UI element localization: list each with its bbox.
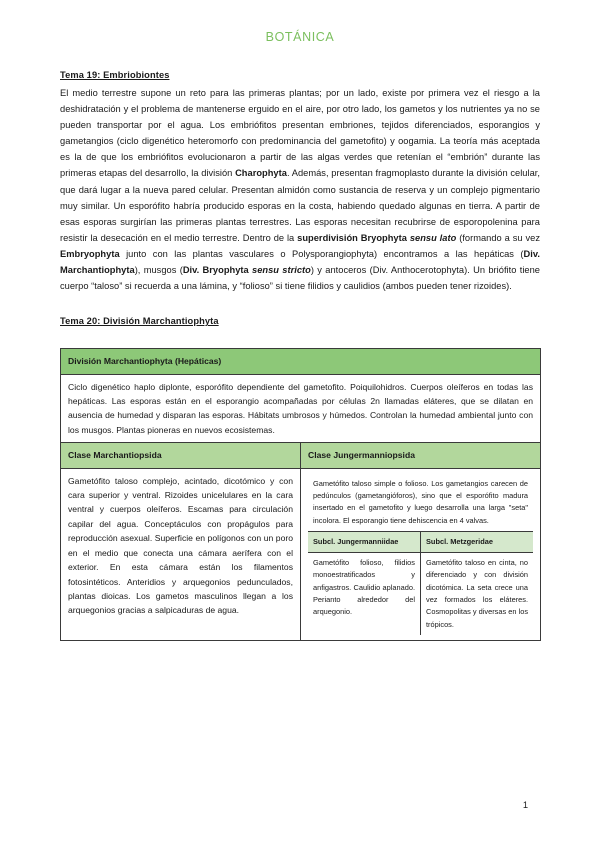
text-run: Embryophyta [60, 248, 120, 259]
text-run: sensu lato [409, 232, 457, 243]
table-row-class-bodies [61, 468, 541, 640]
text-run: . Además, presentan fragmoplasto durante la división celular, que dará lugar a la nueva pared celular. Presentan almidón como sustancia de reserva y un complejo pigmentario muy similar. Un esporófito habría producido esporas en la costa, habiendo quedado algunas en tierra. A partir de esas esporas surgirían las primeras plantas terrestres. Las esporas necesitan recubrirse de esporopolenina para resistir la desecación en el medio terrestre. Dentro de la [60, 168, 540, 243]
section-heading-tema-19: Tema 19: Embriobiontes [60, 70, 170, 80]
table-cell-jungermanniidae-body: Gametófito folioso, filidios monoestratificados y anfigastros. Caulidio aplanado. Perianto alrededor del arquegonio. [308, 553, 421, 635]
table-row-division-intro [61, 374, 541, 443]
jungermanniopsida-subtable [308, 474, 533, 635]
table-header-clase-marchantiopsida: Clase Marchantiopsida [61, 443, 301, 468]
table-header-subcl-jungermanniidae: Subcl. Jungermanniidae [308, 531, 421, 552]
table-header-subcl-metzgeridae: Subcl. Metzgeridae [421, 531, 534, 552]
text-run: ), musgos ( [134, 265, 183, 276]
marchantiophyta-table [60, 348, 541, 641]
text-run: junto con las plantas vasculares o Polysporangiophyta) encontramos a las hepáticas ( [119, 248, 524, 259]
table-cell-marchantiopsida-body: Gametófito taloso complejo, acintado, dicotómico y con cara superior y ventral. Rizoides unicelulares en la cara ventral y cuerpos oleíferos. Escamas para circulación capilar del agua. Conceptáculos con propágulos para reproducción asexual. Superficie en polígonos con un poro en el medio que conecta una cámara aerífera con el exterior. En esta cámara están los filamentos fotosintéticos. Anteridios y arquegonios pedunculados, plantas dioicas. Los gametos masculinos llegan a los arquegonios gracias a salpicaduras de agua. [61, 468, 301, 640]
document-title: BOTÁNICA [265, 30, 335, 44]
table-header-division: División Marchantiophyta (Hepáticas) [61, 349, 541, 374]
text-run: ) y antoceros (Div. Anthocerotophyta). Un briófito tiene cuerpo “taloso” si recuerda a una lámina, y “folioso” si tiene filidios y caulidios (ambos pueden tener rizoides). [60, 265, 540, 292]
text-run: sensu stricto [252, 265, 311, 276]
text-run: (formando a su vez [456, 232, 541, 243]
table-cell-division-intro: Ciclo digenético haplo diplonte, esporófito dependiente del gametofito. Poiquilohidros. Cuerpos oleíferos en todas las hepáticas. Las esporas están en el esporangio acompañadas por células 2n llamadas eláteres, que se dilatan en ausencia de humedad y disparan las esporas. Hábitats umbrosos y húmedos. Controlan la humedad ambiental junto con los musgos. Plantas pioneras en nuevos ecosistemas. [61, 374, 541, 443]
table-row-class-headers [61, 443, 541, 468]
table-header-clase-jungermanniopsida: Clase Jungermanniopsida [301, 443, 541, 468]
table-cell-jungermanniopsida-container [301, 468, 541, 640]
text-run: Div. Marchantiophyta [60, 248, 540, 276]
page-number: 1 [522, 800, 528, 810]
table-cell-metzgeridae-body: Gametófito taloso en cinta, no diferenciado y con división dicotómica. La seta crece una vez formados los eláteres. Cosmopolitas y diversas en los trópicos. [421, 553, 534, 635]
subtable-row-subclass-bodies [308, 553, 533, 635]
text-run: Div. Bryophyta [182, 265, 253, 276]
table-row-division-header [61, 349, 541, 374]
text-run: superdivisión Bryophyta [297, 232, 410, 243]
paragraph-tema-19 [60, 85, 540, 294]
table-cell-jungermanniopsida-body: Gametófito taloso simple o folioso. Los gametangios carecen de pedúnculos (gametangióforos), sino que el esporófito madura insertado en el gametofito y luego desarrolla una larga "seta" incolora. El esporangio tiene dehiscencia en 4 valvas. [308, 474, 533, 532]
subtable-row-subclass-headers [308, 531, 533, 552]
text-run: El medio terrestre supone un reto para las primeras plantas; por un lado, existe por primera vez el riesgo a la deshidratación y el problema de mantenerse erguido en el aire, por otro lado, los gametos y los nutrientes ya no se pueden transportar por el agua. Los embriófitos presentan embriones, tejidos diferenciados, esporangios y gametangios (ciclo digenético heteromorfo con predominancia del gametofito) y oogamia. La teoría más aceptada es la de que los embriófitos evolucionaron a partir de las algas verdes que retenían el “embrión” durante las primeras etapas del desarrollo, la división [60, 88, 540, 179]
subtable-row-class-body [308, 474, 533, 532]
section-heading-tema-20: Tema 20: División Marchantiophyta [60, 316, 219, 327]
text-run: Charophyta [235, 168, 287, 179]
